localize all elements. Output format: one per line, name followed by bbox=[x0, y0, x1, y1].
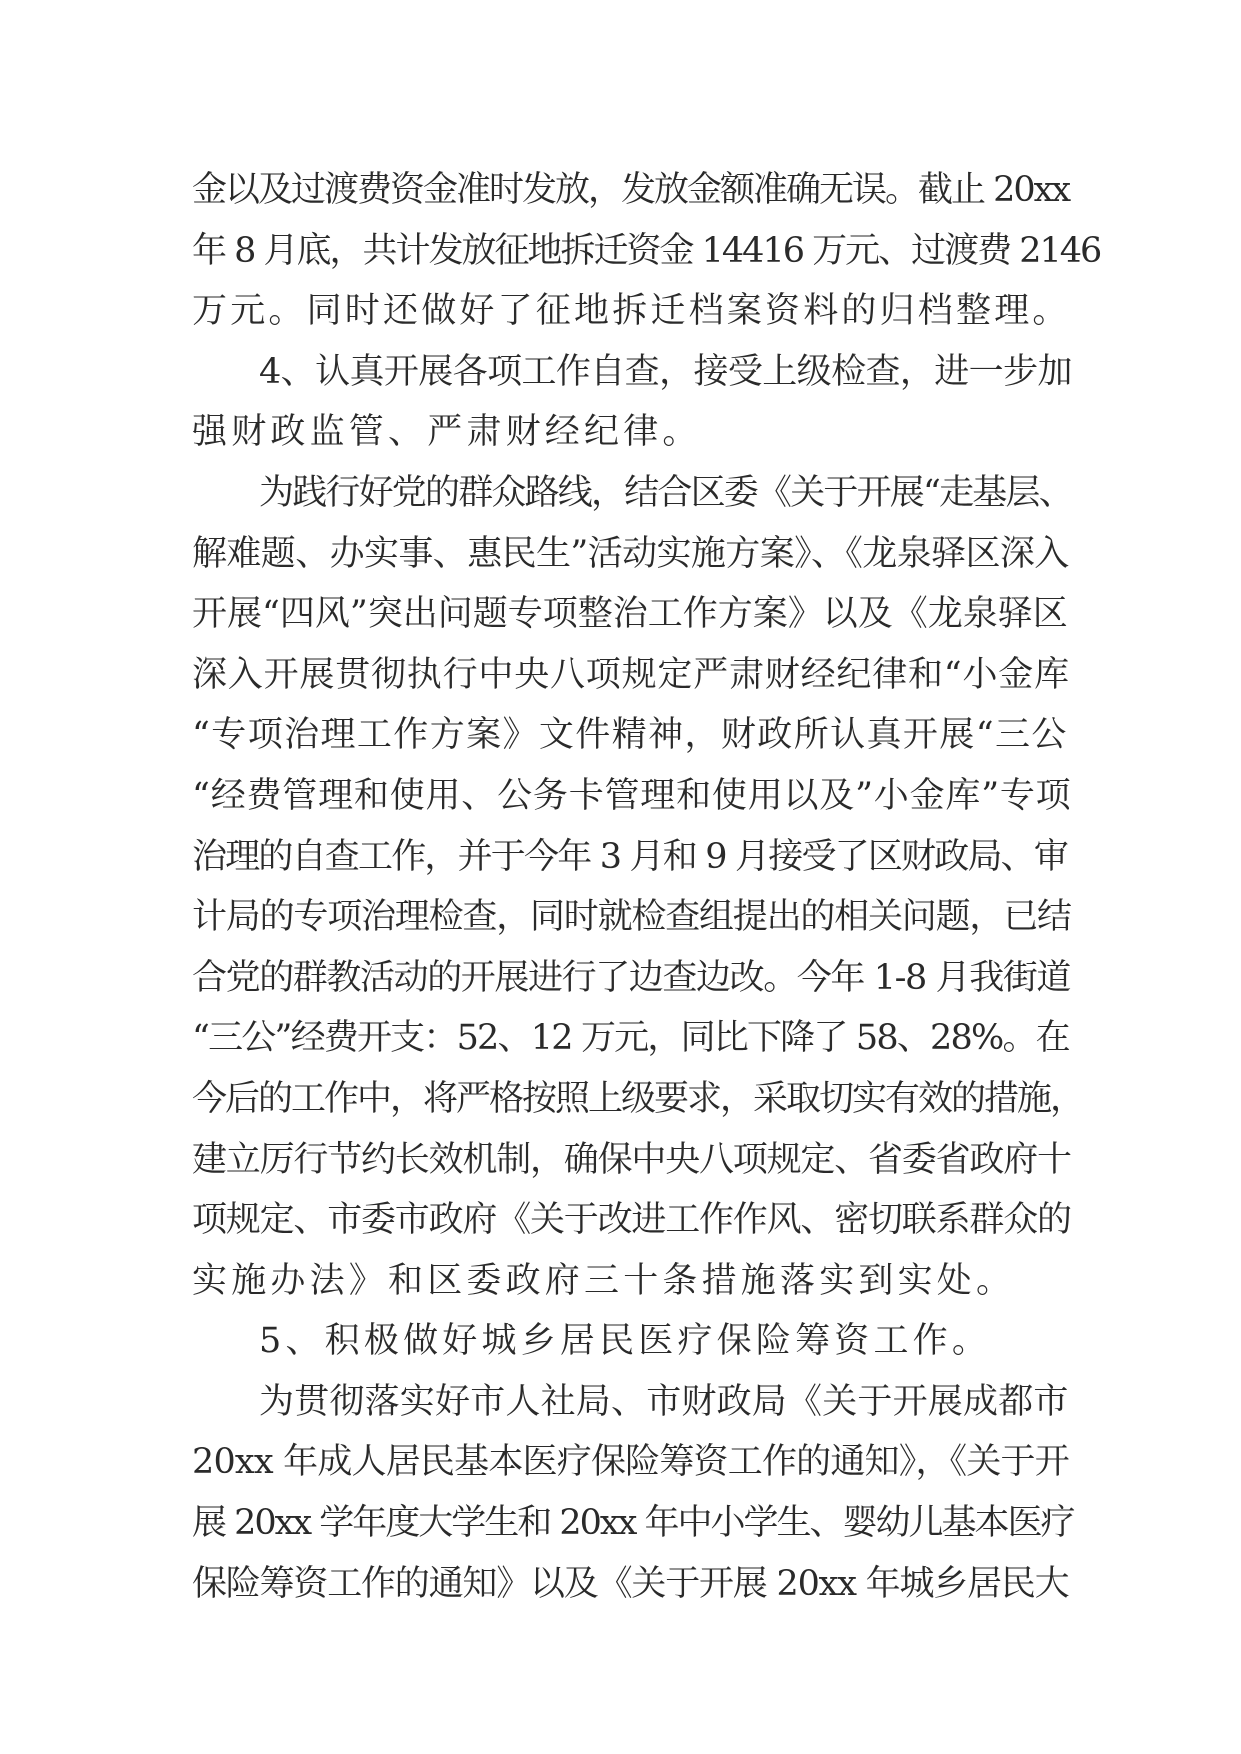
text-line: 年 8 月底，共计发放征地拆迁资金 14416 万元、过渡费 2146 bbox=[192, 230, 1101, 271]
text-line: 建立厉行节约长效机制，确保中央八项规定、省委省政府十 bbox=[192, 1139, 1071, 1180]
text-line: 强财政监管、严肃财经纪律。 bbox=[192, 412, 702, 453]
text-line: 计局的专项治理检查，同时就检查组提出的相关问题，已结 bbox=[192, 897, 1071, 938]
text-line: 20xx 年成人居民基本医疗保险筹资工作的通知》，《关于开 bbox=[192, 1442, 1069, 1483]
text-line: 保险筹资工作的通知》以及《关于开展 20xx 年城乡居民大 bbox=[192, 1563, 1069, 1604]
text-line: 合党的群教活动的开展进行了边查边改。今年 1-8 月我街道 bbox=[192, 957, 1071, 998]
text-line: 项规定、市委市政府《关于改进工作作风、密切联系群众的 bbox=[192, 1200, 1071, 1241]
text-line: 为贯彻落实好市人社局、市财政局《关于开展成都市 bbox=[259, 1381, 1069, 1422]
text-line: 开展“四风”突出问题专项整治工作方案》以及《龙泉驿区 bbox=[192, 594, 1068, 635]
text-line: “经费管理和使用、公务卡管理和使用以及”小金库”专项 bbox=[192, 775, 1072, 816]
text-line: 治理的自查工作，并于今年 3 月和 9 月接受了区财政局、审 bbox=[192, 836, 1068, 877]
text-line: 金以及过渡费资金准时发放，发放金额准确无误。截止 20xx bbox=[192, 170, 1070, 210]
text-line: “专项治理工作方案》文件精神，财政所认真开展“三公 bbox=[192, 715, 1068, 756]
text-line: 5、积极做好城乡居民医疗保险筹资工作。 bbox=[259, 1321, 992, 1362]
text-line: 深入开展贯彻执行中央八项规定严肃财经纪律和“小金库 bbox=[192, 654, 1070, 695]
text-line: 为践行好党的群众路线，结合区委《关于开展“走基层、 bbox=[259, 472, 1072, 513]
text-line: 展 20xx 学年度大学生和 20xx 年中小学生、婴幼儿基本医疗 bbox=[192, 1503, 1074, 1544]
document-body bbox=[192, 160, 1101, 1614]
text-line: 4、认真开展各项工作自查，接受上级检查，进一步加 bbox=[259, 351, 1072, 392]
text-line: 实施办法》和区委政府三十条措施落实到实处。 bbox=[192, 1260, 1016, 1301]
text-line: 今后的工作中，将严格按照上级要求，采取切实有效的措施， bbox=[192, 1078, 1084, 1119]
text-line: 万元。同时还做好了征地拆迁档案资料的归档整理。 bbox=[192, 291, 1071, 332]
text-line: “三公”经费开支：52、12 万元，同比下降了 58、28%。在 bbox=[192, 1018, 1069, 1059]
text-line: 解难题、办实事、惠民生”活动实施方案》、《龙泉驿区深入 bbox=[192, 533, 1069, 574]
